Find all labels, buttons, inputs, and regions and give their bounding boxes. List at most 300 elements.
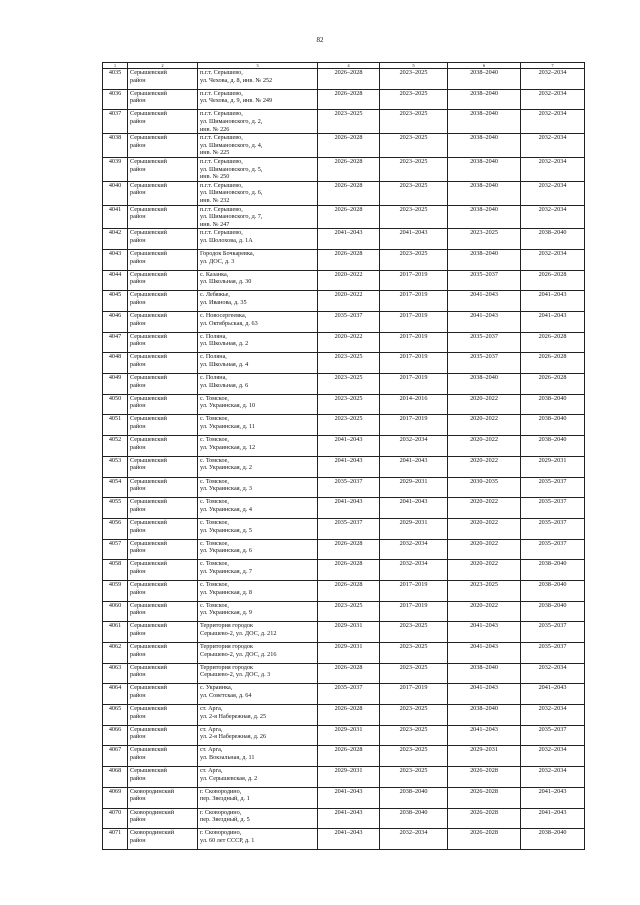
period-cell: 2026–2028 [318,560,380,581]
address-cell [198,205,318,229]
period-cell: 2041–2043 [318,436,380,457]
period-cell: 2026–2028 [318,157,380,181]
period-cell: 2032–2034 [521,705,585,726]
district-cell-line: Сковородинский [130,829,175,837]
address-cell [198,539,318,560]
table-row [103,312,585,333]
column-number: 2 [128,63,198,69]
address-cell-line: ул. Иванова, д. 35 [200,298,247,306]
period-cell: 2038–2040 [521,415,585,436]
address-cell-line: п.г.т. Серышево, [200,181,243,189]
address-cell [198,249,318,270]
row-number: 4063 [103,663,128,684]
address-cell-line: Территория городок [200,622,254,630]
district-cell-line: район [130,381,146,389]
column-number: 3 [198,63,318,69]
address-cell-line: с. Томское, [200,580,229,588]
period-cell: 2041–2043 [521,808,585,829]
address-cell-line: ул. Школьная, д. 4 [200,361,249,368]
address-cell [198,498,318,519]
period-cell: 2032–2034 [521,746,585,767]
period-cell: 2041–2043 [318,787,380,808]
district-cell-line: Серышевский [130,332,167,340]
table-row [103,394,585,415]
period-cell: 2041–2043 [448,291,521,312]
district-cell [128,808,198,829]
period-cell: 2020–2022 [448,456,521,477]
row-number: 4045 [103,291,128,312]
table-row [103,456,585,477]
row-number: 4043 [103,249,128,270]
table-row [103,249,585,270]
district-cell-line: район [130,423,146,431]
table-row [103,498,585,519]
period-cell: 2038–2040 [521,394,585,415]
table-row [103,601,585,622]
period-cell: 2014–2016 [380,394,448,415]
period-cell: 2023–2025 [380,69,448,90]
address-cell-line: с. Украинка, [200,684,233,692]
table-row [103,539,585,560]
address-cell-line: ул. Шимановского, д. 6, [200,189,263,197]
address-cell-line: пер. Звездный, д. 1 [200,795,250,803]
period-cell: 2017–2019 [380,291,448,312]
address-cell-line: ул. Советская, д. 64 [200,692,252,699]
period-cell: 2032–2034 [521,89,585,110]
row-number: 4040 [103,181,128,205]
address-cell [198,787,318,808]
district-cell-line: район [130,298,146,306]
address-cell [198,332,318,353]
table-row [103,181,585,205]
period-cell: 2020–2022 [448,601,521,622]
period-cell: 2038–2040 [521,829,585,850]
period-cell: 2026–2028 [521,374,585,395]
address-cell-line: инв. № 232 [200,196,230,204]
period-cell: 2041–2043 [380,229,448,250]
period-cell: 2023–2025 [380,643,448,664]
district-cell [128,436,198,457]
period-cell: 2023–2025 [318,374,380,395]
period-cell: 2038–2040 [448,374,521,395]
district-cell-line: район [130,464,146,472]
address-cell-line: ул. Шимановского, д. 5, [200,165,263,173]
table-row [103,69,585,90]
address-cell [198,415,318,436]
period-cell: 2035–2037 [521,477,585,498]
period-cell: 2026–2028 [318,539,380,560]
district-cell-line: Серышевский [130,560,167,568]
period-cell: 2026–2028 [318,181,380,205]
address-cell-line: ул. Украинская, д. 9 [200,609,252,617]
address-cell [198,643,318,664]
row-number: 4051 [103,415,128,436]
period-cell: 2035–2037 [318,312,380,333]
district-cell [128,110,198,134]
address-cell-line: п.г.т. Серышево, [200,89,243,97]
period-cell: 2041–2043 [521,787,585,808]
address-cell-line: ул. Шимановского, д. 7, [200,213,263,221]
row-number: 4046 [103,312,128,333]
address-cell [198,456,318,477]
address-cell [198,518,318,539]
district-cell [128,249,198,270]
district-cell-line: район [130,567,146,575]
district-cell-line: Серышевский [130,746,167,754]
district-cell-line: Серышевский [130,518,167,526]
address-cell-line: инв. № 226 [200,125,230,133]
row-number: 4054 [103,477,128,498]
address-cell-line: г. Сковородино, [200,808,242,816]
district-cell-line: район [130,278,146,286]
period-cell: 2032–2034 [380,539,448,560]
address-cell-line: ст. Арга, [200,725,223,733]
address-cell [198,746,318,767]
address-cell [198,394,318,415]
period-cell: 2023–2025 [318,353,380,374]
district-cell-line: Серышевский [130,110,167,118]
period-cell: 2029–2031 [318,643,380,664]
period-cell: 2017–2019 [380,580,448,601]
table-row [103,705,585,726]
district-cell-line: район [130,76,146,84]
address-cell-line: ст. Арга, [200,746,223,754]
period-cell: 2023–2025 [380,725,448,746]
period-cell: 2023–2025 [318,415,380,436]
page-number: 82 [316,36,324,44]
period-cell: 2017–2019 [380,415,448,436]
district-cell-line: Серышевский [130,725,167,733]
address-cell [198,622,318,643]
address-cell [198,808,318,829]
period-cell: 2041–2043 [521,684,585,705]
district-cell-line: район [130,774,146,782]
row-number: 4041 [103,205,128,229]
district-cell-line: Серышевский [130,69,167,76]
district-cell-line: Серышевский [130,205,167,213]
row-number: 4057 [103,539,128,560]
column-number: 4 [318,63,380,69]
period-cell: 2038–2040 [521,229,585,250]
period-cell: 2026–2028 [521,270,585,291]
address-cell [198,767,318,788]
district-cell-line: Серышевский [130,394,167,402]
address-cell-line: с. Томское, [200,601,229,609]
district-cell-line: Серышевский [130,663,167,671]
district-cell [128,69,198,90]
period-cell: 2041–2043 [448,643,521,664]
period-cell: 2038–2040 [521,580,585,601]
row-number: 4042 [103,229,128,250]
address-cell [198,829,318,850]
district-cell [128,580,198,601]
address-cell [198,270,318,291]
period-cell: 2038–2040 [448,134,521,158]
period-cell: 2029–2031 [448,746,521,767]
period-cell: 2041–2043 [448,312,521,333]
period-cell: 2038–2040 [448,181,521,205]
address-cell-line: ул. Украинская, д. 10 [200,402,256,410]
district-cell [128,477,198,498]
address-cell-line: с. Томское, [200,518,229,526]
period-cell: 2023–2025 [448,229,521,250]
period-cell: 2023–2025 [318,110,380,134]
row-number: 4060 [103,601,128,622]
district-cell [128,270,198,291]
period-cell: 2032–2034 [521,134,585,158]
period-cell: 2038–2040 [448,69,521,90]
period-cell: 2017–2019 [380,684,448,705]
period-cell: 2020–2022 [318,291,380,312]
address-cell-line: Серышево-2, ул. ДОС, д. 216 [200,650,277,658]
district-cell [128,560,198,581]
period-cell: 2020–2022 [448,518,521,539]
table-row [103,477,585,498]
address-cell-line: ул. Украинская, д. 7 [200,567,252,575]
district-cell-line: район [130,692,146,699]
address-cell [198,157,318,181]
address-cell-line: ул. Школьная, д. 30 [200,278,252,286]
district-cell [128,332,198,353]
period-cell: 2038–2040 [448,249,521,270]
address-cell-line: ул. Школьная, д. 2 [200,340,249,348]
period-cell: 2017–2019 [380,374,448,395]
district-cell-line: район [130,609,146,617]
period-cell: 2017–2019 [380,312,448,333]
address-cell [198,69,318,90]
period-cell: 2041–2043 [318,229,380,250]
period-cell: 2041–2043 [521,312,585,333]
address-cell-line: ул. Украинская, д. 2 [200,464,252,472]
district-cell [128,181,198,205]
district-cell-line: район [130,189,146,197]
period-cell: 2032–2034 [380,829,448,850]
district-cell [128,705,198,726]
district-cell-line: Серышевский [130,291,167,299]
period-cell: 2026–2028 [521,332,585,353]
district-cell [128,374,198,395]
district-cell-line: Серышевский [130,270,167,278]
address-cell [198,353,318,374]
column-number: 6 [448,63,521,69]
period-cell: 2026–2028 [318,580,380,601]
period-cell: 2041–2043 [380,498,448,519]
district-cell-line: район [130,836,146,844]
district-cell [128,746,198,767]
period-cell: 2041–2043 [380,456,448,477]
address-cell-line: с. Поляна, [200,332,227,340]
table-row [103,353,585,374]
district-cell-line: Серышевский [130,157,167,165]
district-cell [128,518,198,539]
period-cell: 2032–2034 [521,69,585,90]
district-cell-line: район [130,505,146,513]
period-cell: 2023–2025 [380,705,448,726]
address-cell-line: инв. № 250 [200,173,230,181]
table-row [103,746,585,767]
period-cell: 2023–2025 [380,110,448,134]
district-cell-line: Серышевский [130,498,167,506]
period-cell: 2035–2037 [521,725,585,746]
period-cell: 2032–2034 [380,436,448,457]
row-number: 4056 [103,518,128,539]
address-cell-line: пер. Звездный, д. 5 [200,816,250,824]
district-cell [128,229,198,250]
address-cell [198,725,318,746]
address-cell-line: г. Сковородино, [200,829,242,837]
district-cell-line: район [130,629,146,637]
district-cell [128,394,198,415]
district-cell-line: район [130,588,146,596]
district-cell-line: Серышевский [130,477,167,485]
address-cell-line: Территория городок [200,643,254,651]
district-cell-line: Серышевский [130,89,167,97]
table-row [103,89,585,110]
row-number: 4062 [103,643,128,664]
district-cell-line: Серышевский [130,456,167,464]
period-cell: 2041–2043 [448,622,521,643]
period-cell: 2038–2040 [380,787,448,808]
table-row [103,157,585,181]
row-number: 4052 [103,436,128,457]
address-cell [198,436,318,457]
period-cell: 2032–2034 [521,110,585,134]
period-cell: 2038–2040 [521,601,585,622]
period-cell: 2026–2028 [318,89,380,110]
period-cell: 2029–2031 [318,622,380,643]
address-cell [198,580,318,601]
period-cell: 2032–2034 [380,560,448,581]
period-cell: 2030–2035 [448,477,521,498]
period-cell: 2038–2040 [448,205,521,229]
district-cell [128,415,198,436]
district-cell-line: район [130,165,146,173]
address-cell [198,477,318,498]
period-cell: 2035–2037 [521,643,585,664]
address-cell [198,89,318,110]
district-cell-line: Серышевский [130,622,167,630]
address-cell [198,291,318,312]
district-cell-line: район [130,650,146,658]
district-cell-line: район [130,712,146,720]
district-cell-line: район [130,526,146,534]
address-cell-line: п.г.т. Серышево, [200,110,243,118]
period-cell: 2038–2040 [448,663,521,684]
address-cell-line: ул. Шолохова, д. 1А [200,236,253,244]
row-number: 4065 [103,705,128,726]
row-number: 4059 [103,580,128,601]
address-cell-line: ул. 60 лет СССР, д. 1 [200,836,255,844]
address-cell-line: ул. Шимановского, д. 4, [200,141,263,149]
address-cell-line: п.г.т. Серышево, [200,205,243,213]
address-cell-line: ул. Чехова, д. 8, инв. № 252 [200,76,273,84]
period-cell: 2026–2028 [318,205,380,229]
period-cell: 2035–2037 [318,684,380,705]
table-row [103,291,585,312]
address-cell [198,110,318,134]
address-cell-line: ул. Октябрьская, д. 63 [200,319,258,327]
period-cell: 2041–2043 [448,725,521,746]
row-number: 4039 [103,157,128,181]
address-cell-line: ул. Украинская, д. 6 [200,547,252,555]
period-cell: 2023–2025 [380,622,448,643]
period-cell: 2023–2025 [318,394,380,415]
period-cell: 2017–2019 [380,270,448,291]
period-cell: 2035–2037 [521,518,585,539]
district-cell-line: Сковородинский [130,787,175,795]
period-cell: 2026–2028 [318,134,380,158]
address-cell-line: ул. Украинская, д. 5 [200,526,252,534]
column-number: 7 [521,63,585,69]
address-cell-line: ул. Школьная, д. 6 [200,381,249,389]
district-cell-line: район [130,117,146,125]
address-cell [198,374,318,395]
district-cell-line: район [130,547,146,555]
row-number: 4055 [103,498,128,519]
district-cell-line: район [130,340,146,348]
period-cell: 2029–2031 [380,518,448,539]
period-cell: 2023–2025 [448,580,521,601]
row-number: 4047 [103,332,128,353]
registry-table [102,62,585,850]
address-cell [198,312,318,333]
district-cell [128,89,198,110]
district-cell-line: Серышевский [130,767,167,775]
period-cell: 2023–2025 [380,181,448,205]
row-number: 4053 [103,456,128,477]
period-cell: 2035–2037 [521,539,585,560]
address-cell-line: г. Сковородино, [200,787,242,795]
table-row [103,663,585,684]
period-cell: 2035–2037 [448,332,521,353]
period-cell: 2035–2037 [521,622,585,643]
address-cell-line: ул. 2-я Набережная, д. 26 [200,733,267,741]
address-cell-line: ул. Вокзальная, д. 11 [200,754,255,762]
period-cell: 2023–2025 [380,767,448,788]
address-cell-line: п.г.т. Серышево, [200,69,243,76]
table-row [103,767,585,788]
table-row [103,725,585,746]
district-cell [128,539,198,560]
district-cell-line: Сковородинский [130,808,175,816]
period-cell: 2017–2019 [380,332,448,353]
district-cell [128,134,198,158]
row-number: 4038 [103,134,128,158]
address-cell [198,181,318,205]
address-cell-line: Городок Бочкаревка, [200,249,255,257]
period-cell: 2023–2025 [318,601,380,622]
period-cell: 2020–2022 [318,270,380,291]
district-cell [128,663,198,684]
table-row [103,787,585,808]
table-row [103,374,585,395]
district-cell-line: район [130,213,146,221]
row-number: 4049 [103,374,128,395]
district-cell [128,456,198,477]
address-cell-line: ул. Украинская, д. 12 [200,443,256,451]
column-number: 5 [380,63,448,69]
district-cell-line: Серышевский [130,229,167,237]
table-row [103,229,585,250]
table-row [103,270,585,291]
period-cell: 2023–2025 [380,249,448,270]
table-row [103,622,585,643]
district-cell-line: район [130,485,146,493]
district-cell-line: район [130,236,146,244]
district-cell-line: Серышевский [130,643,167,651]
period-cell: 2032–2034 [521,249,585,270]
address-cell-line: с. Томское, [200,394,229,402]
